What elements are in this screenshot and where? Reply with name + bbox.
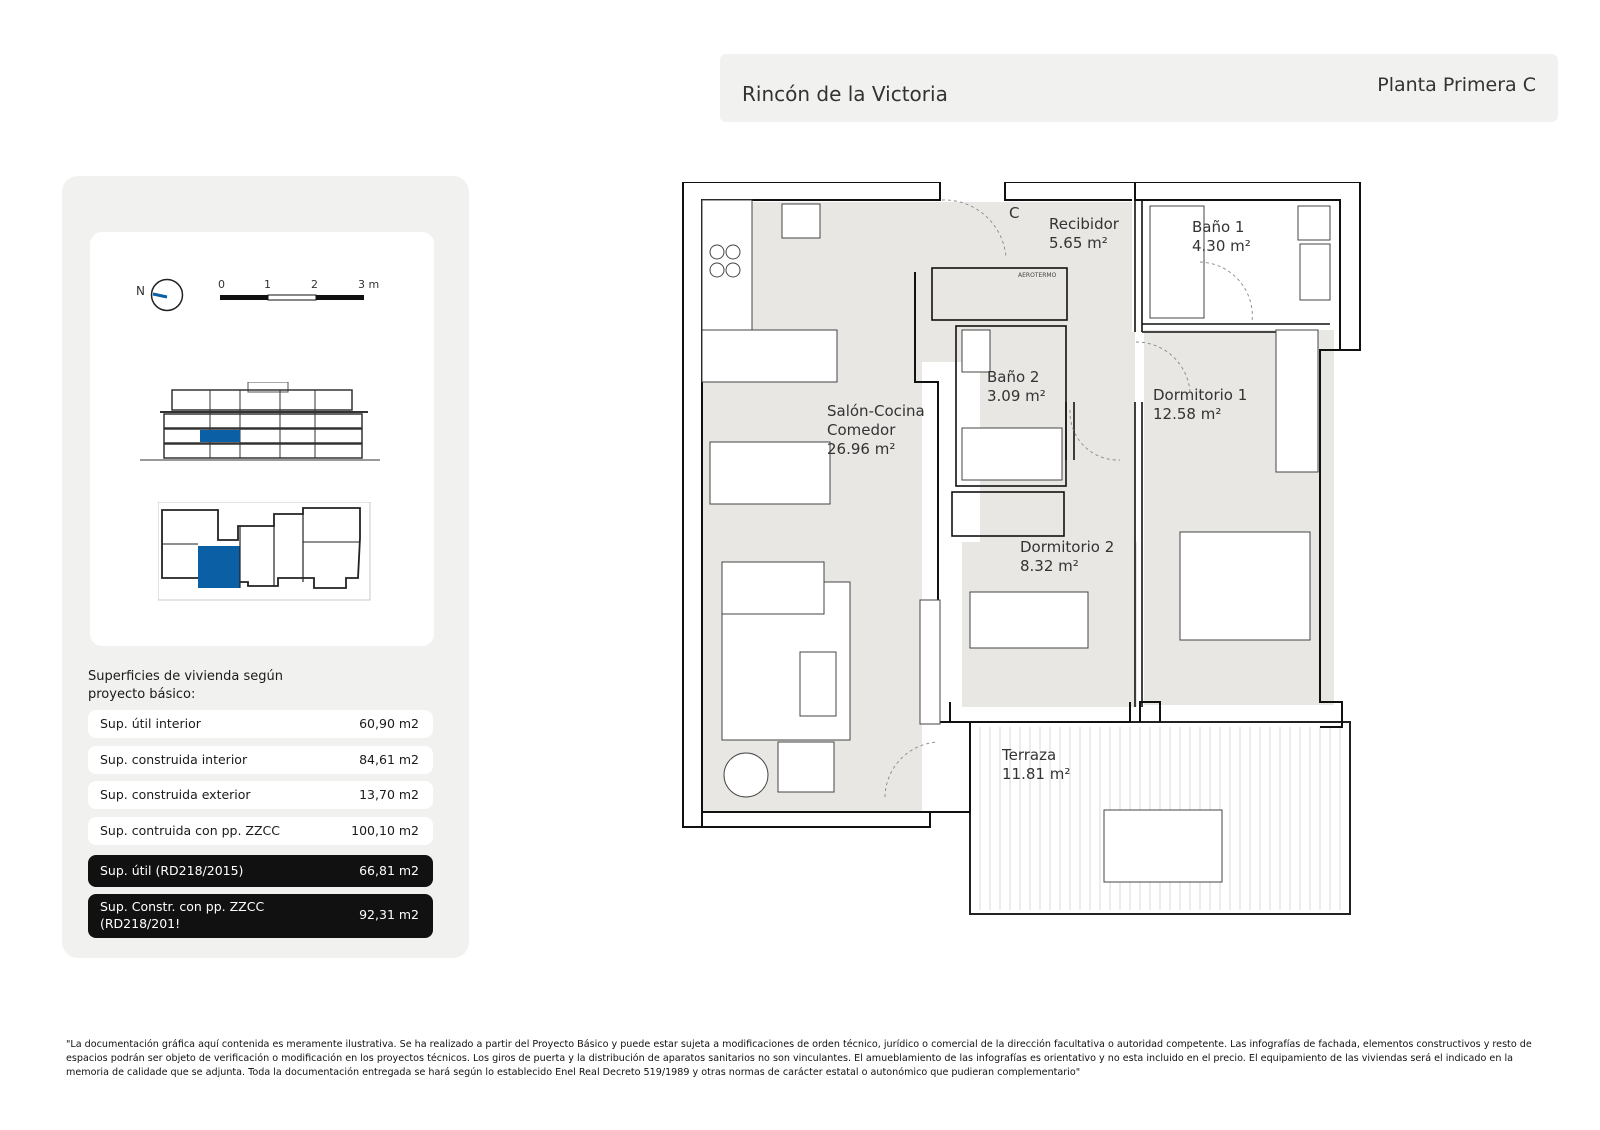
room-area: 8.32 m² bbox=[1020, 557, 1079, 575]
info-panel bbox=[62, 176, 469, 958]
surface-label-2: (RD218/201! bbox=[100, 916, 181, 931]
surface-label: Sup. construida interior bbox=[100, 752, 248, 767]
surface-value: 60,90 m2 bbox=[359, 716, 419, 731]
surface-row-useful-rd bbox=[88, 855, 433, 887]
room-area: 11.81 m² bbox=[1002, 765, 1071, 783]
surface-row-built-common bbox=[88, 817, 433, 845]
highlight-unit-elevation bbox=[200, 430, 240, 442]
surface-value: 13,70 m2 bbox=[359, 787, 419, 802]
room-area: 5.65 m² bbox=[1049, 234, 1108, 252]
surface-label: Sup. Constr. con pp. ZZCC bbox=[100, 899, 265, 914]
floor-plan bbox=[680, 182, 1380, 942]
room-area: 12.58 m² bbox=[1153, 405, 1222, 423]
surface-value: 92,31 m2 bbox=[359, 907, 419, 922]
room-dormitorio-1 bbox=[1153, 386, 1247, 424]
room-recibidor bbox=[1049, 215, 1119, 253]
room-name: Salón-Cocina bbox=[827, 402, 925, 420]
room-name: Terraza bbox=[1002, 746, 1057, 764]
aerotermo-label: AEROTERMO bbox=[1018, 272, 1057, 279]
room-bano-1 bbox=[1192, 218, 1251, 256]
scale-label-0: 0 bbox=[218, 278, 225, 291]
disclaimer-text: "La documentación gráfica aquí contenida es meramente ilustrativa. Se ha realizado a partir del Proyecto Básico y puede estar sujeta a modificaciones de orden técnico, jurídico o comercial de la dirección facultativa o autoridad competente. Las infografías de fachada, elementos constructivos y resto de espacios podrán ser objeto de verificación o modificación en los proyectos técnicos. Los giros de puerta y la distribución de aparatos sanitarios no son vinculantes. El amueblamiento de las infografías es orientativo y no esta incluido en el precio. El equipamiento de las viviendas será el indicado en la memoria de calidade que se adjunta. Toda la documentación entregada se hará según lo establecido Enel Real Decreto 519/1989 y otras normas de carácter estatal o autonómico que pudieran complementario" bbox=[66, 1039, 1532, 1078]
north-label: N bbox=[136, 284, 145, 298]
surfaces-title-line1: Superficies de vivienda según bbox=[88, 669, 284, 684]
room-name: Baño 2 bbox=[987, 368, 1040, 386]
surfaces-title bbox=[88, 668, 308, 704]
surface-row-built-exterior bbox=[88, 781, 433, 809]
room-name: Baño 1 bbox=[1192, 218, 1245, 236]
unit-letter: C bbox=[1009, 204, 1020, 222]
room-name: Recibidor bbox=[1049, 215, 1119, 233]
surface-label: Sup. contruida con pp. ZZCC bbox=[100, 823, 280, 838]
surfaces-title-line2: proyecto básico: bbox=[88, 687, 196, 702]
room-area: 3.09 m² bbox=[987, 387, 1046, 405]
room-name: Dormitorio 2 bbox=[1020, 538, 1115, 556]
room-area: 26.96 m² bbox=[827, 440, 896, 458]
surface-value: 84,61 m2 bbox=[359, 752, 419, 767]
surface-label: Sup. útil (RD218/2015) bbox=[100, 863, 244, 878]
surface-label: Sup. útil interior bbox=[100, 716, 201, 731]
room-dormitorio-2 bbox=[1020, 538, 1114, 576]
site-plan bbox=[158, 502, 373, 607]
room-name: Dormitorio 1 bbox=[1153, 386, 1248, 404]
building-elevation bbox=[140, 382, 380, 472]
surface-row-built-rd bbox=[88, 894, 433, 938]
surface-value: 100,10 m2 bbox=[351, 823, 419, 838]
surface-label: Sup. construida exterior bbox=[100, 787, 251, 802]
surface-row-built-interior bbox=[88, 746, 433, 774]
compass-icon bbox=[150, 278, 184, 312]
room-terraza bbox=[1002, 746, 1070, 784]
scale-bar bbox=[218, 278, 398, 308]
highlight-unit-site bbox=[198, 546, 240, 588]
surface-value: 66,81 m2 bbox=[359, 863, 419, 878]
location-card bbox=[90, 232, 434, 646]
room-bano-2 bbox=[987, 368, 1046, 406]
room-area: 4.30 m² bbox=[1192, 237, 1251, 255]
header-bar bbox=[720, 54, 1558, 122]
room-salon-cocina-comedor bbox=[827, 402, 925, 459]
scale-label-3: 3 m bbox=[358, 278, 380, 291]
plant-title: Planta Primera C bbox=[1377, 74, 1536, 96]
surface-row-useful bbox=[88, 710, 433, 738]
scale-label-2: 2 bbox=[311, 278, 318, 291]
scale-label-1: 1 bbox=[264, 278, 271, 291]
location-title: Rincón de la Victoria bbox=[742, 82, 948, 106]
room-name-2: Comedor bbox=[827, 421, 896, 439]
